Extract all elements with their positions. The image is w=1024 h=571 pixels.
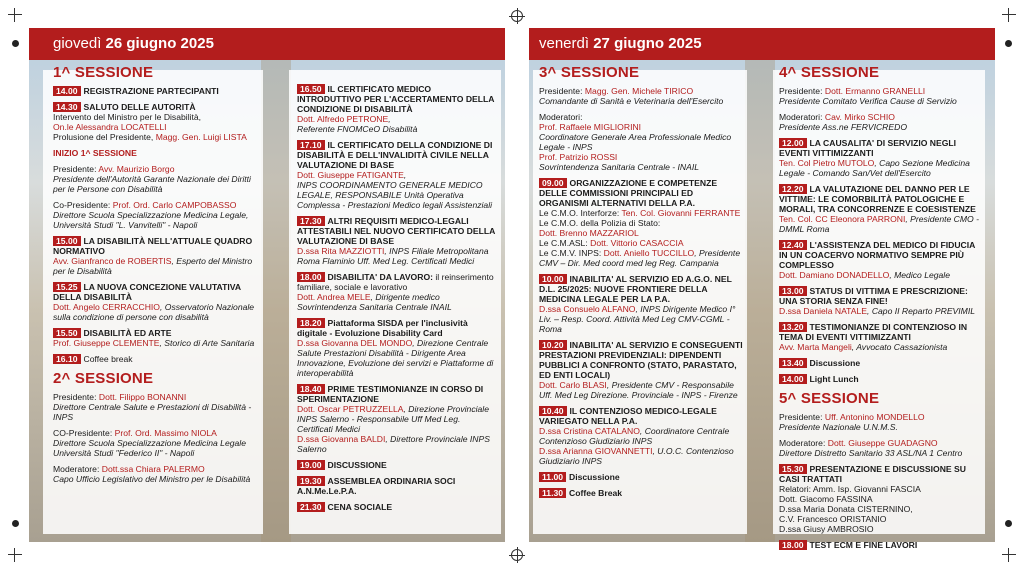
item-text: Intervento del Ministro per le Disabilità,: [53, 112, 202, 122]
speaker-role: , Storico di Arte Sanitaria: [159, 338, 255, 348]
program-item: [297, 318, 497, 378]
program-item: [779, 540, 981, 550]
speaker-role: , U.O.C. Contenzioso Giudiziario INPS: [539, 446, 734, 466]
program-page-friday: [529, 28, 995, 550]
program-item: [539, 274, 743, 334]
speaker-role: Direttore Scuola Specializzazione Medicina Legale Università Studi "Federico II" - Napoli: [53, 438, 246, 458]
speaker-role: Presidente Nazionale U.N.M.S.: [779, 422, 898, 432]
time-badge: 14.00: [779, 374, 807, 384]
program-item: [53, 282, 263, 322]
item-title: IL CONTENZIOSO MEDICO-LEGALE VARIEGATO NELLA P.A.: [539, 406, 717, 426]
program-item: [53, 328, 263, 348]
chair-block: [539, 86, 743, 106]
time-badge: 09.00: [539, 178, 567, 188]
speaker-role: , Esperto del Ministro per le Disabilità: [53, 256, 253, 276]
program-item: [297, 476, 497, 496]
speaker-name: Dott. Ermanno GRANELLI: [824, 86, 926, 96]
program-item: [297, 216, 497, 266]
speaker-role: Direttore Distretto Sanitario 33 ASL/NA 1 Centro: [779, 448, 963, 458]
registration-mark-top: [511, 10, 523, 22]
speaker-role: Presidente Ass.ne FERVICREDO: [779, 122, 907, 132]
program-item: [297, 502, 497, 512]
chair-block: [779, 112, 981, 132]
speaker-name: Dott. Filippo BONANNI: [98, 392, 187, 402]
time-badge: 16.10: [53, 354, 81, 364]
crop-mark-bottom-left: [8, 548, 22, 562]
item-title: LA DISABILITÀ NELL'ATTUALE QUADRO NORMATIVO: [53, 236, 253, 256]
speaker-name: Prof. Ord. Carlo CAMPOBASSO: [112, 200, 237, 210]
item-text: Le C.M.V. INPS:: [539, 248, 604, 258]
speaker-name: D.ssa Cristina CATALANO: [539, 426, 640, 436]
program-item: [779, 184, 981, 234]
item-title: DISCUSSIONE: [327, 460, 387, 470]
column-session-4-5: [779, 64, 981, 550]
chair-block: [779, 438, 981, 458]
item-title: TESTIMONIANZE DI CONTENZIOSO IN TEMA DI EVENTI VITTIMIZZANTI: [779, 322, 968, 342]
speaker-role: , Capo Sezione Medicina Legale - Comando San/Vet dell'Esercito: [779, 158, 970, 178]
time-badge: 18.40: [297, 384, 325, 394]
program-item: [779, 286, 981, 316]
speaker-role: , Presidente CMO - DMML Roma: [779, 214, 979, 234]
column-session-1-2: [53, 64, 263, 536]
role-label: Presidente:: [539, 86, 585, 96]
speaker-role: Referente FNOMCeO Disabilità: [297, 124, 418, 134]
item-title: TEST ECM E FINE LAVORI: [809, 540, 918, 550]
speaker-role: Sovrintendenza Sanitaria Centrale - INAIL: [539, 162, 700, 172]
speaker-name: Dott.ssa Chiara PALERMO: [101, 464, 205, 474]
role-label: CO-Presidente:: [53, 428, 115, 438]
item-title: LA NUOVA CONCEZIONE VALUTATIVA DELLA DISABILITÀ: [53, 282, 241, 302]
program-item: [779, 358, 981, 368]
time-badge: 15.50: [53, 328, 81, 338]
speaker-role: Direttore Centrale Salute e Prestazioni di Disabilità - INPS: [53, 402, 252, 422]
time-badge: 12.00: [779, 138, 807, 148]
session-title: 3^ SESSIONE: [539, 64, 640, 81]
item-title: STATUS DI VITTIMA E PRESCRIZIONE: UNA STORIA SENZA FINE!: [779, 286, 968, 306]
speaker-name: Ten. Col. CC Eleonora PARRONI: [779, 214, 906, 224]
speaker-list: C.V. Francesco ORISTANIO: [779, 514, 887, 524]
bullet-dot-left: [12, 40, 19, 47]
background-column: [261, 28, 291, 542]
speaker-name: Dott. Andrea MELE: [297, 292, 371, 302]
time-badge: 15.25: [53, 282, 81, 292]
speaker-name: Dott. Carlo BLASI: [539, 380, 607, 390]
role-label: Presidente:: [53, 164, 99, 174]
chair-block: [53, 464, 263, 484]
program-item: [539, 406, 743, 466]
crop-mark-top-right: [1002, 8, 1016, 22]
role-label: Moderatori:: [779, 112, 825, 122]
chair-block: [779, 86, 981, 106]
speaker-role: , Avvocato Cassazionista: [851, 342, 948, 352]
program-item: [297, 140, 497, 210]
speaker-name: Dott. Brenno MAZZARIOL: [539, 228, 639, 238]
item-text: Le C.M.ASL:: [539, 238, 591, 248]
session-title: 1^ SESSIONE: [53, 64, 154, 81]
speaker-role: Presidente Comitato Verifica Cause di Servizio: [779, 96, 957, 106]
speaker-name: Dott. Giuseppe FATIGANTE: [297, 170, 404, 180]
speaker-list: D.ssa Giusy AMBROSIO: [779, 524, 874, 534]
speaker-name: D.ssa Daniela NATALE: [779, 306, 868, 316]
speaker-name: D.ssa Arianna GIOVANNETTI: [539, 446, 653, 456]
speaker-role: , Coordinatore Centrale Contenzioso Giudiziario INPS: [539, 426, 730, 446]
time-badge: 13.00: [779, 286, 807, 296]
program-item: [297, 384, 497, 454]
program-item: [297, 84, 497, 134]
item-title: IL CERTIFICATO MEDICO INTRODUTTIVO PER L'ACCERTAMENTO DELLA CONDIZIONE DI DISABILITÀ: [297, 84, 495, 114]
program-item: [53, 236, 263, 276]
role-label: Presidente:: [53, 392, 99, 402]
speaker-name: Cav. Mirko SCHIO: [824, 112, 895, 122]
item-title: IL CERTIFICATO DELLA CONDIZIONE DI DISABILITÀ E DELL'INVALIDITÀ CIVILE NELLA VALUTAZIONE DI BASE: [297, 140, 493, 170]
speaker-role: , Direzione Provinciale INPS Salerno - Responsabile Uff Med Leg. Certificati Medici: [297, 404, 489, 434]
program-item: [53, 102, 263, 142]
speaker-name: Magg. Gen. Luigi LISTA: [155, 132, 247, 142]
speaker-role: , Dirigente medico Sovrintendenza Sanitaria Centrale INAIL: [297, 292, 452, 312]
speaker-name: Avv. Maurizio Borgo: [98, 164, 175, 174]
speaker-name: Ten. Col. Giovanni FERRANTE: [621, 208, 741, 218]
speaker-name: Dott. Giuseppe GUADAGNO: [827, 438, 938, 448]
date-header: [29, 28, 505, 60]
item-title: Coffee Break: [569, 488, 623, 498]
program-item: [539, 472, 743, 482]
time-badge: 15.30: [779, 464, 807, 474]
role-label: Moderatore:: [779, 438, 828, 448]
speaker-name: Dott. Angelo CERRACCHIO: [53, 302, 160, 312]
crop-mark-top-left: [8, 8, 22, 22]
date-label: venerdì 27 giugno 2025: [539, 35, 702, 52]
speaker-name: Ten. Col Pietro MUTOLO: [779, 158, 875, 168]
item-title: ASSEMBLEA ORDINARIA SOCI: [327, 476, 456, 486]
bullet-dot-left-bottom: [12, 520, 19, 527]
role-label: Presidente:: [779, 86, 825, 96]
speaker-name: Prof. Patrizio ROSSI: [539, 152, 618, 162]
speaker-name: Dott. Alfredo PETRONE: [297, 114, 389, 124]
speaker-role: Capo Ufficio Legislativo del Ministro per le Disabilità: [53, 474, 251, 484]
time-badge: 11.00: [539, 472, 566, 482]
speaker-name: Uff. Antonino MONDELLO: [824, 412, 925, 422]
program-item: [53, 354, 263, 364]
item-title: DISABILITÀ ED ARTE: [83, 328, 172, 338]
chair-block: [53, 392, 263, 422]
time-badge: 17.30: [297, 216, 325, 226]
time-badge: 19.30: [297, 476, 325, 486]
program-item: [779, 138, 981, 178]
date-header: [529, 28, 995, 60]
speaker-name: D.ssa Rita MAZZIOTTI: [297, 246, 385, 256]
speaker-role: , Medico Legale: [889, 270, 951, 280]
item-title: LA CAUSALITA' DI SERVIZIO NEGLI EVENTI VITTIMIZZANTI: [779, 138, 957, 158]
speaker-role: Direttore Scuola Specializzazione Medicina Legale, Università Studi "L. Vanvitelli" - Napoli: [53, 210, 249, 230]
speaker-role: Presidente dell'Autorità Garante Nazionale dei Diritti per le Persone con Disabilità: [53, 174, 251, 194]
column-session-2-continued: [297, 84, 497, 536]
time-badge: 13.40: [779, 358, 807, 368]
time-badge: 17.10: [297, 140, 325, 150]
registration-mark-bottom: [511, 549, 523, 561]
speaker-role: Coordinatore Generale Area Professionale Medico Legale - INPS: [539, 132, 732, 152]
item-title: LA VALUTAZIONE DEL DANNO PER LE VITTIME: LE COMORBILITÀ PATOLOGICHE E MORALI, TRA CONCORRENZE E COESISTENZE: [779, 184, 976, 214]
item-title: Piattaforma SISDA per l'inclusività digitale - Evoluzione Disability Card: [297, 318, 468, 338]
time-badge: 10.00: [539, 274, 567, 284]
item-title: REGISTRAZIONE PARTECIPANTI: [83, 86, 219, 96]
speaker-role: , INPS Filiale Metropolitana Roma Flaminio Uff. Med Leg. Certificati Medici: [297, 246, 489, 266]
time-badge: 15.00: [53, 236, 81, 246]
item-title: L'ASSISTENZA DEL MEDICO DI FIDUCIA IN UN COACERVO NORMATIVO SEMPRE PIÙ COMPLESSO: [779, 240, 976, 270]
role-label: Presidente:: [779, 412, 825, 422]
item-title: SALUTO DELLE AUTORITÀ: [83, 102, 196, 112]
chair-block: [53, 164, 263, 194]
time-badge: 13.20: [779, 322, 807, 332]
chair-block: [779, 412, 981, 432]
item-title: CENA SOCIALE: [327, 502, 393, 512]
item-text: Le C.M.O. della Polizia di Stato:: [539, 218, 661, 228]
speaker-role: INPS COORDINAMENTO GENERALE MEDICO LEGALE, RESPONSABILE Unità Operativa Complessa - Prestazioni Medico legali Assistenziali: [297, 180, 493, 210]
time-badge: 16.50: [297, 84, 325, 94]
speaker-name: Dott. Vittorio CASACCIA: [590, 238, 684, 248]
item-subtitle: A.N.Me.Le.P.A.: [297, 486, 357, 496]
item-title: Discussione: [809, 358, 861, 368]
program-item: [53, 86, 263, 96]
session-title: 5^ SESSIONE: [779, 390, 880, 407]
speaker-name: Prof. Giuseppe CLEMENTE: [53, 338, 160, 348]
time-badge: 21.30: [297, 502, 325, 512]
chair-block: [53, 200, 263, 230]
speaker-list: D.ssa Maria Donata CISTERNINO,: [779, 504, 913, 514]
time-badge: 18.00: [779, 540, 807, 550]
speaker-name: D.ssa Consuelo ALFANO: [539, 304, 636, 314]
time-badge: 14.30: [53, 102, 81, 112]
speaker-role: Comandante di Sanità e Veterinaria dell'Esercito: [539, 96, 724, 106]
speaker-role: , INPS Dirigente Medico I° Liv. – Resp. Coord. Attività Med Leg CMV-CGML - Roma: [539, 304, 736, 334]
speaker-name: Dott. Oscar PETRUZZELLA: [297, 404, 404, 414]
time-badge: 10.20: [539, 340, 567, 350]
speaker-name: D.ssa Giovanna DEL MONDO: [297, 338, 413, 348]
item-title: INABILITA' AL SERVIZIO ED A.G.O. NEL D.L. 25/2025: NUOVE FRONTIERE DELLA MEDICINA LEGALE PER LA P.A.: [539, 274, 732, 304]
program-page-thursday: [29, 28, 505, 542]
item-title: PRIME TESTIMONIANZE IN CORSO DI SPERIMENTAZIONE: [297, 384, 484, 404]
speaker-role: ,: [403, 170, 407, 180]
session-start: INIZIO 1^ SESSIONE: [53, 148, 137, 158]
time-badge: 19.00: [297, 460, 325, 470]
time-badge: 12.20: [779, 184, 807, 194]
item-text: Prolusione del Presidente,: [53, 132, 156, 142]
time-badge: 18.00: [297, 272, 325, 282]
item-title: il reinserimento familiare, sociale e lavorativo: [297, 272, 494, 292]
session-title: 2^ SESSIONE: [53, 370, 154, 387]
item-title: Coffee break: [83, 354, 133, 364]
item-title: Light Lunch: [809, 374, 859, 384]
background-column: [745, 28, 775, 542]
role-label: Co-Presidente:: [53, 200, 113, 210]
column-session-3: [539, 64, 743, 536]
crop-mark-bottom-right: [1002, 548, 1016, 562]
program-item: [297, 460, 497, 470]
time-badge: 14.00: [53, 86, 81, 96]
role-label: Moderatore:: [53, 464, 102, 474]
speaker-name: Avv. Gianfranco de ROBERTIS: [53, 256, 172, 266]
speaker-name: On.le Alessandra LOCATELLI: [53, 122, 167, 132]
item-title: ALTRI REQUISITI MEDICO-LEGALI ATTESTABILI NEL NUOVO CERTIFICATO DELLA VALUTAZIONE DI BASE: [297, 216, 495, 246]
speaker-role: , Capo II Reparto PREVIMIL: [867, 306, 975, 316]
item-title: DISABILITA' DA LAVORO:: [327, 272, 433, 282]
bullet-dot-right-bottom: [1005, 520, 1012, 527]
speaker-name: Magg. Gen. Michele TIRICO: [584, 86, 694, 96]
session-title: 4^ SESSIONE: [779, 64, 880, 81]
chair-block: [53, 428, 263, 458]
item-title: ORGANIZZAZIONE E COMPETENZE DELLE COMMISSIONI PRINCIPALI ED ORGANISMI ALTERNATIVI DELLA P.A.: [539, 178, 718, 208]
program-item: [779, 464, 981, 534]
speaker-list: Dott. Giacomo FASSINA: [779, 494, 873, 504]
program-item: [297, 272, 497, 312]
speaker-name: Avv. Marta Mangeli: [779, 342, 852, 352]
item-title: Discussione: [569, 472, 620, 482]
item-text: Le C.M.O. Interforze:: [539, 208, 622, 218]
time-badge: 10.40: [539, 406, 567, 416]
date-label: giovedì 26 giugno 2025: [53, 35, 214, 52]
time-badge: 12.40: [779, 240, 807, 250]
speaker-name: Dott. Aniello TUCCILLO: [603, 248, 695, 258]
program-item: [539, 340, 743, 400]
speaker-role: , Direzione Centrale Salute Prestazioni Disabilità - Dirigente Area Innovazione, Evoluzione dei servizi e Piattaforme di interoperabilità: [297, 338, 494, 378]
item-title: PRESENTAZIONE E DISCUSSIONE SU CASI TRATTATI: [779, 464, 966, 484]
program-item: [779, 374, 981, 384]
program-item: [539, 488, 743, 498]
role-label: Moderatori:: [539, 112, 583, 122]
program-item: [779, 322, 981, 352]
item-title: INABILITA' AL SERVIZIO E CONSEGUENTI PRESTAZIONI PREVIDENZIALI: DIPENDENTI PUBBLICI A CONFRONTO (STATO, PARASTATO, ED ENTI LOCALI): [539, 340, 743, 380]
speaker-role: ,: [388, 114, 391, 124]
bullet-dot-right: [1005, 40, 1012, 47]
program-item: [539, 178, 743, 268]
speaker-name: Prof. Raffaele MIGLIORINI: [539, 122, 642, 132]
speaker-name: Prof. Ord. Massimo NIOLA: [114, 428, 217, 438]
speaker-name: Dott. Damiano DONADELLO: [779, 270, 890, 280]
program-item: [779, 240, 981, 280]
speaker-role: , Presidente CMV – Dir. Med coord med leg Reg. Campania: [539, 248, 741, 268]
time-badge: 11.30: [539, 488, 566, 498]
speaker-name: D.ssa Giovanna BALDI: [297, 434, 386, 444]
speaker-list: Relatori: Amm. Isp. Giovanni FASCIA: [779, 484, 921, 494]
speaker-role: , Direttore Provinciale INPS Salerno: [297, 434, 490, 454]
speaker-role: , Osservatorio Nazionale sulla condizione di persone con disabilità: [53, 302, 255, 322]
chair-block: [539, 112, 743, 172]
time-badge: 18.20: [297, 318, 325, 328]
speaker-role: , Presidente CMV - Responsabile Uff. Med Leg Direzione. Provinciale - INPS - Firenze: [539, 380, 738, 400]
